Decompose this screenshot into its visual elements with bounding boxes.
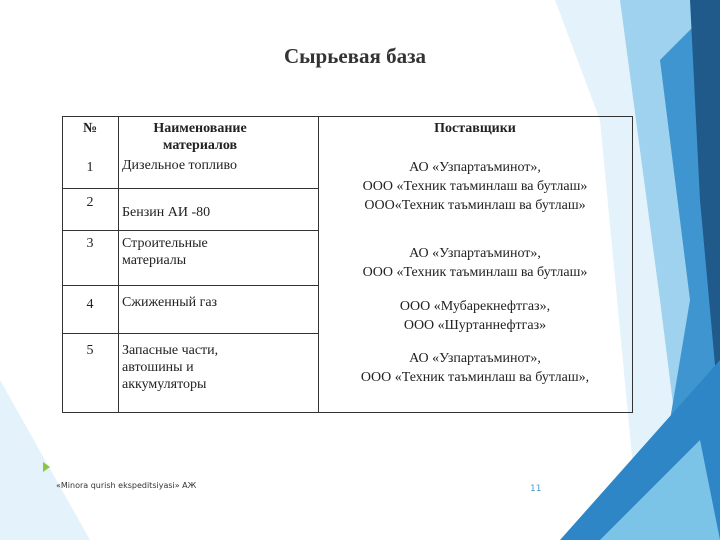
row-3-name: Строительные материалы — [122, 236, 208, 268]
row-4-supplier-1: ООО «Мубарекнефтгаз», — [399, 299, 551, 314]
row-5-supplier-1: АО «Узпартаъминот», — [409, 351, 541, 366]
row-2-name: Бензин АИ -80 — [122, 205, 211, 220]
table-row-divider — [62, 285, 318, 286]
footer-company: «Minora qurish ekspeditsiyasi» АЖ — [56, 481, 197, 490]
header-name: Наименование материалов — [153, 121, 247, 153]
table-row-divider — [62, 230, 318, 231]
row-5-name: Запасные части, автошины и аккумуляторы — [122, 343, 219, 392]
table-row-divider — [62, 333, 318, 334]
row-4-supplier-2: ООО «Шуртаннефтгаз» — [403, 318, 547, 333]
row-3-supplier-2: ООО «Техник таъминлаш ва бутлаш» — [362, 265, 588, 280]
row-3-number: 3 — [86, 236, 94, 251]
row-3-supplier-1: АО «Узпартаъминот», — [409, 246, 541, 261]
header-suppliers: Поставщики — [434, 121, 516, 136]
row-4-number: 4 — [86, 297, 94, 312]
row-1-supplier-1: АО «Узпартаъминот», — [409, 160, 541, 175]
table-divider-name — [318, 116, 319, 413]
row-5-supplier-2: ООО «Техник таъминлаш ва бутлаш», — [360, 370, 590, 385]
table-divider-number — [118, 116, 119, 413]
table-row-divider — [62, 188, 318, 189]
row-1-supplier-2: ООО «Техник таъминлаш ва бутлаш» — [362, 179, 588, 194]
page-number: 11 — [530, 484, 542, 494]
slide-title: Сырьевая база — [283, 44, 427, 68]
row-2-number: 2 — [86, 195, 94, 210]
row-1-name: Дизельное топливо — [122, 158, 237, 173]
row-5-number: 5 — [86, 343, 94, 358]
header-number: № — [82, 121, 98, 136]
row-4-name: Сжиженный газ — [122, 295, 218, 310]
row-2-supplier-1: ООО«Техник таъминлаш ва бутлаш» — [364, 198, 586, 213]
row-1-number: 1 — [86, 160, 94, 175]
